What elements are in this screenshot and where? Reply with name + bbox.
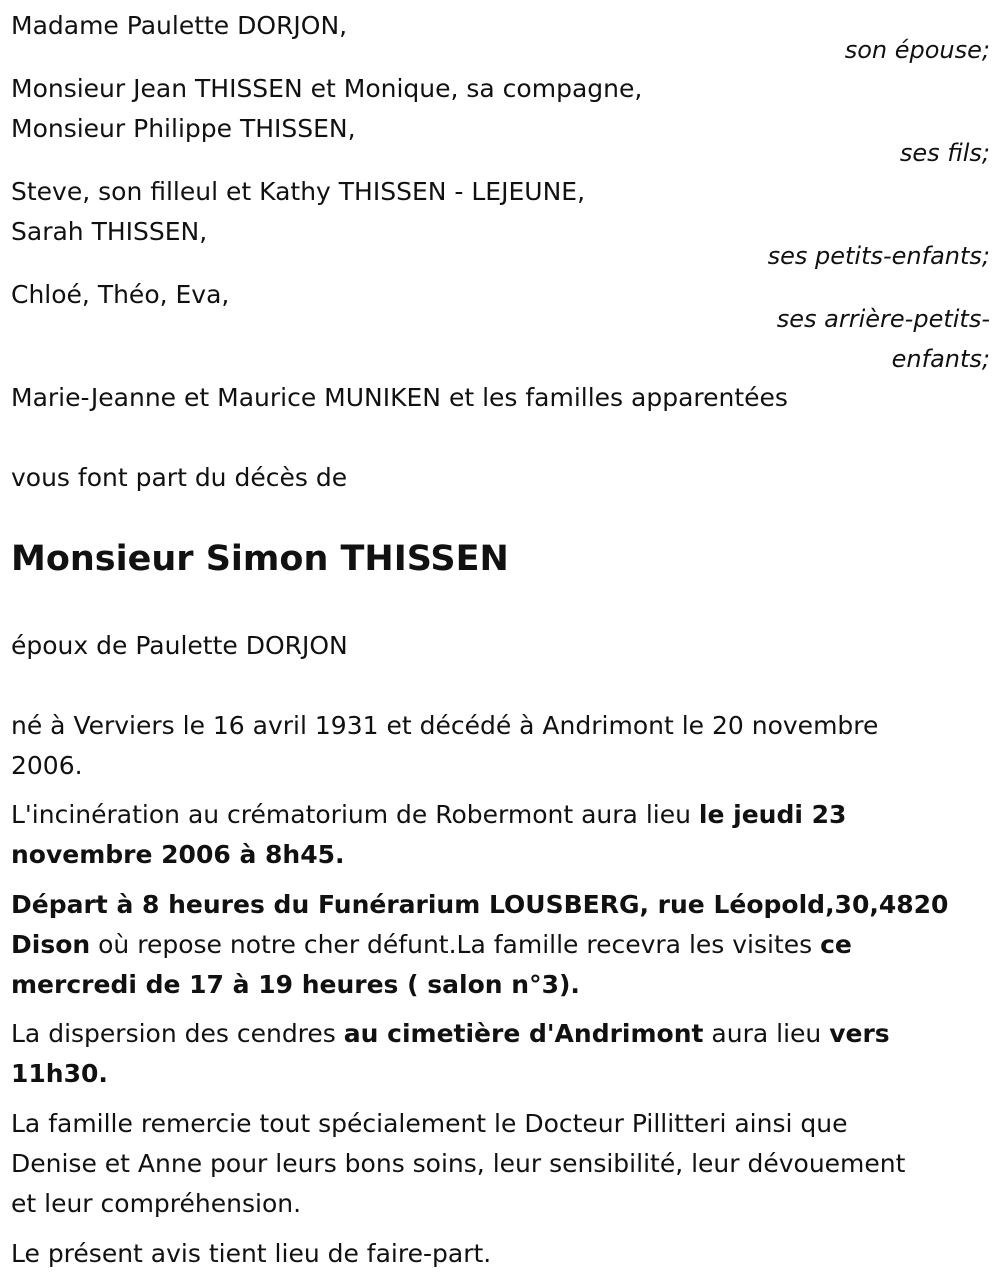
dispersion-line-2 [11, 1054, 108, 1094]
dispersion-text-1: La dispersion des cendres [11, 1019, 344, 1048]
thanks-line-3: et leur compréhension. [11, 1189, 302, 1218]
great-grandchildren-line: Chloé, Théo, Eva, [11, 280, 230, 309]
departure-bold-3: ce [820, 930, 852, 959]
birth-death-line-1: né à Verviers le 16 avril 1931 et décédé à Andrimont le 20 novembre [11, 711, 879, 740]
departure-bold-2: Dison [11, 930, 91, 959]
sons-role: ses fils; [899, 139, 990, 167]
announce-line: vous font part du décès de [11, 463, 348, 492]
departure-bold-4: mercredi de 17 à 19 heures ( salon n°3). [11, 970, 580, 999]
dispersion-text-2: aura lieu [703, 1019, 830, 1048]
grandchildren-role: ses petits-enfants; [767, 242, 990, 270]
dispersion-bold-2: vers [829, 1019, 890, 1048]
dispersion-line-1 [11, 1014, 890, 1054]
cremation-date-1: le jeudi 23 [698, 800, 847, 829]
thanks-line-1: La famille remercie tout spécialement le Docteur Pillitteri ainsi que [11, 1109, 848, 1138]
thanks-line-2: Denise et Anne pour leurs bons soins, leur sensibilité, leur dévouement [11, 1149, 906, 1178]
spouse-role: son épouse; [844, 36, 990, 64]
cremation-date-2: novembre 2006 à 8h45. [11, 840, 345, 869]
spouse-of-line: époux de Paulette DORJON [11, 631, 348, 660]
notice-line: Le présent avis tient lieu de faire-part. [11, 1239, 492, 1268]
grandchild-line-2: Sarah THISSEN, [11, 217, 208, 246]
dispersion-bold-1: au cimetière d'Andrimont [343, 1019, 704, 1048]
birth-death-line-2: 2006. [11, 751, 83, 780]
departure-line-1 [11, 885, 948, 925]
cremation-text: L'incinération au crématorium de Robermont aura lieu [11, 800, 699, 829]
departure-line-3 [11, 965, 580, 1005]
spouse-line: Madame Paulette DORJON, [11, 11, 348, 40]
son-line-1: Monsieur Jean THISSEN et Monique, sa compagne, [11, 74, 643, 103]
departure-line-2 [11, 925, 852, 965]
son-line-2: Monsieur Philippe THISSEN, [11, 114, 356, 143]
departure-bold-1: Départ à 8 heures du Funérarium LOUSBERG, rue Léopold,30,4820 [11, 890, 949, 919]
great-grandchildren-role-2: enfants; [891, 345, 990, 373]
relatives-line: Marie-Jeanne et Maurice MUNIKEN et les familles apparentées [11, 383, 788, 412]
cremation-line-2 [11, 835, 345, 875]
grandchild-line-1: Steve, son filleul et Kathy THISSEN - LEJEUNE, [11, 177, 586, 206]
cremation-line-1 [11, 795, 846, 835]
dispersion-bold-3: 11h30. [11, 1059, 108, 1088]
departure-text: où repose notre cher défunt.La famille recevra les visites [90, 930, 821, 959]
great-grandchildren-role-1: ses arrière-petits- [776, 305, 990, 333]
deceased-name: Monsieur Simon THISSEN [11, 539, 509, 579]
